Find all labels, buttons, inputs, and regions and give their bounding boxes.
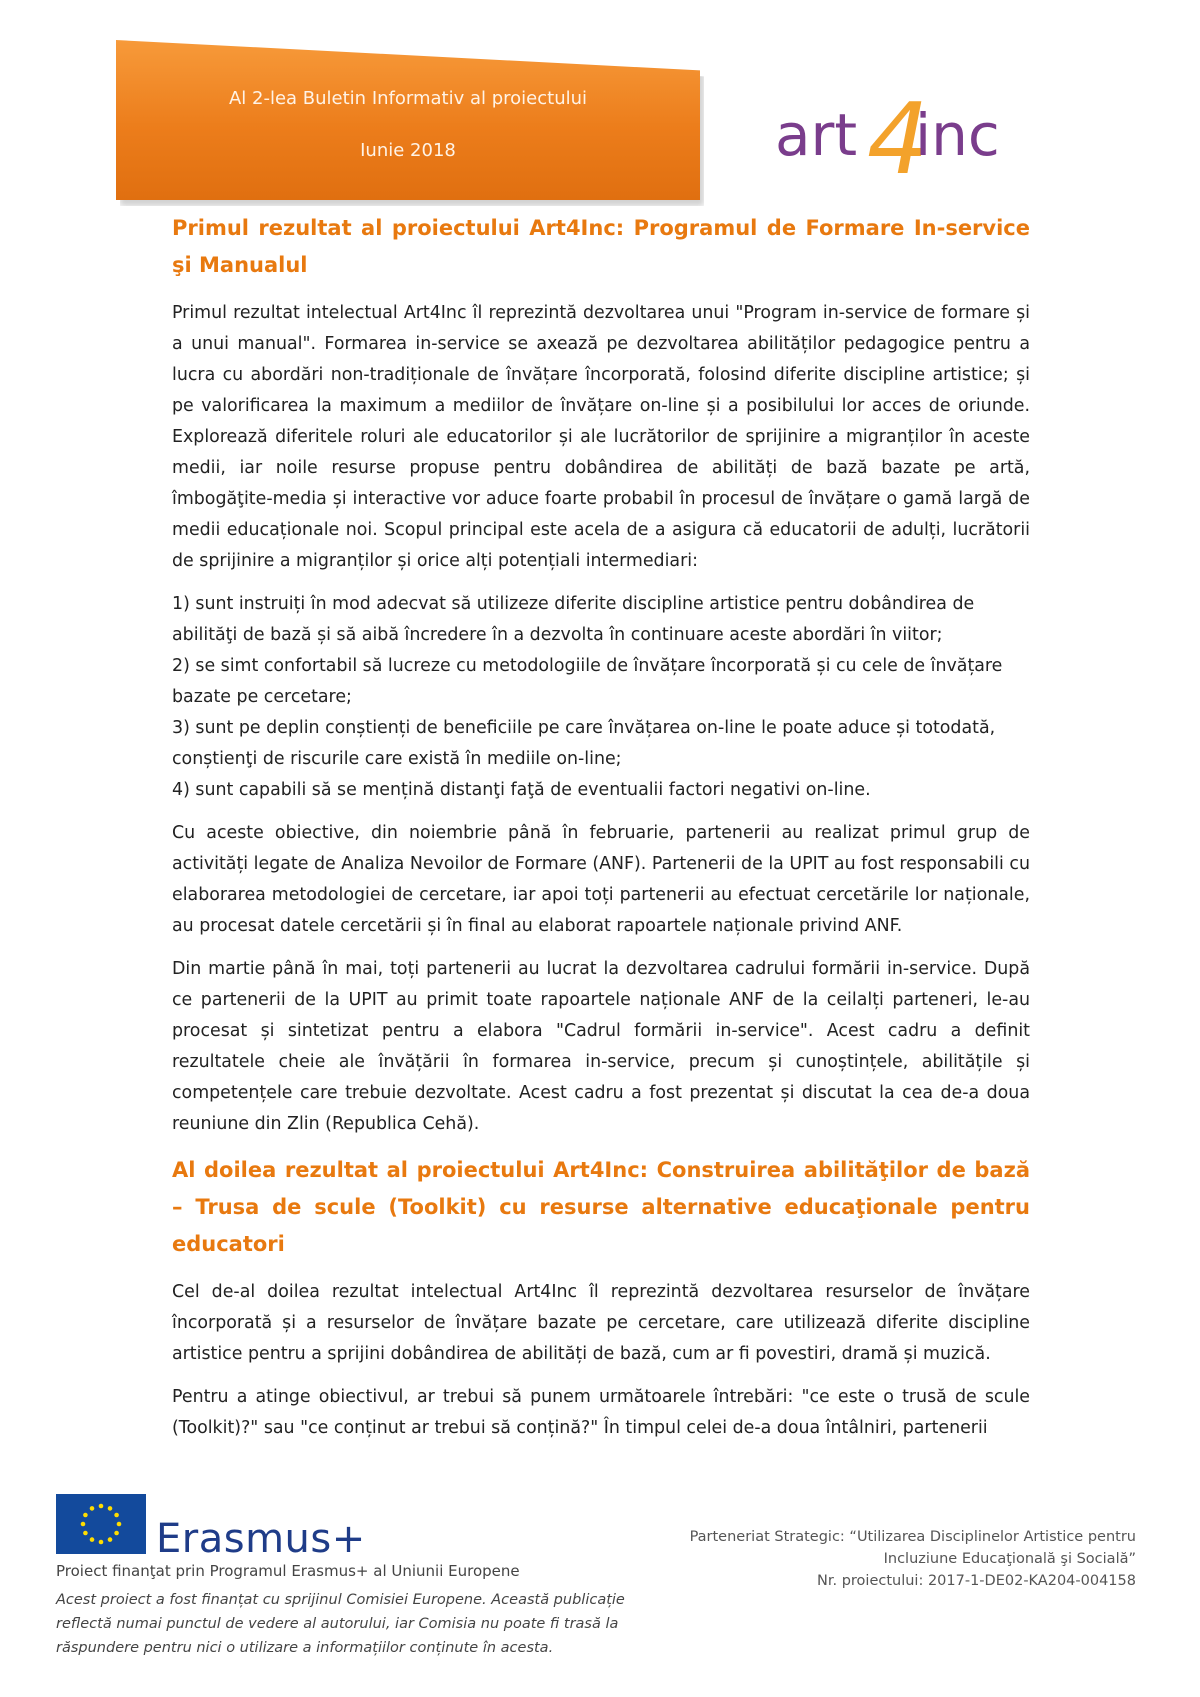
eu-star-icon [83, 1531, 88, 1536]
newsletter-date: Iunie 2018 [360, 140, 456, 161]
section2-paragraph-1: Cel de-al doilea rezultat intelectual Art4Inc îl reprezintă dezvoltarea resurselor de învățare încorporată și a resurselor de învățare bazate pe cercetare, care utilizează diferite discipline artistice pentru a sprijini dobândirea de abilități de bază, cum ar fi povestiri, dramă și muzică. [172, 1282, 1030, 1364]
logo-inc-text: inc [915, 101, 1000, 169]
newsletter-content [172, 210, 1030, 1456]
eu-star-icon [114, 1513, 119, 1518]
list-item: 1) sunt instruiți în mod adecvat să utilizeze diferite discipline artistice pentru dobândirea de abilităţi de bază și să aibă încredere în a dezvolta în continuare aceste abordări în viitor; [172, 594, 975, 645]
eu-star-icon [117, 1522, 122, 1527]
eu-star-icon [90, 1506, 95, 1511]
partnership-line-2: Incluziune Educaţională şi Socială” [883, 1551, 1136, 1567]
list-item: 4) sunt capabili să se mențină distanţi faţă de eventualii factori negativi on-line. [172, 780, 871, 800]
disclaimer-text: Acest proiect a fost finanțat cu sprijinul Comisiei Europene. Această publicație reflectă numai punctul de vedere al autorului, iar Comisia nu poate fi trasă la răspundere pentru nici o utilizare a informațiilor conținute în acesta. [56, 1592, 625, 1656]
eu-star-icon [108, 1537, 113, 1542]
funding-statement: Proiect finanţat prin Programul Erasmus+ al Uniunii Europene [56, 1562, 520, 1580]
footer-partnership [640, 1526, 1136, 1592]
section1-paragraph-2: Cu aceste obiective, din noiembrie până în februarie, partenerii au realizat primul grup de activități legate de Analiza Nevoilor de Formare (ANF). Partenerii de la UPIT au fost responsabili cu elaborarea metodologiei de cercetare, iar apoi toți partenerii au efectuat cercetările lor naționale, au procesat datele cercetării și în final au elaborat rapoartele naționale privind ANF. [172, 823, 1030, 936]
header-banner [116, 40, 700, 200]
eu-star-icon [83, 1513, 88, 1518]
eu-star-icon [99, 1540, 104, 1545]
logo-4-text: 4 [867, 83, 930, 197]
eu-star-icon [99, 1504, 104, 1509]
art4inc-logo [775, 75, 1020, 205]
eu-flag-icon [56, 1494, 146, 1554]
section1-intro: Primul rezultat intelectual Art4Inc îl reprezintă dezvoltarea unui "Program in-service de formare și a unui manual". Formarea in-service se axează pe dezvoltarea abilităților pedagogice pentru a lucra cu abordări non-tradiționale de învățare încorporată, folosind diferite discipline artistice; și pe valorificarea la maximum a mediilor de învățare on-line și a posibilului lor acces de oriunde. Explorează diferitele roluri ale educatorilor și ale lucrătorilor de sprijinire a migranților în aceste medii, iar noile resurse propuse pentru dobândirea de abilități de bază bazate pe artă, îmbogăţite-media și interactive vor aduce foarte probabil în procesul de învățare o gamă largă de medii educaționale noi. Scopul principal este acela de a asigura că educatorii de adulți, lucrătorii de sprijinire a migranților și orice alți potențiali intermediari: [172, 303, 1030, 571]
section2-heading: Al doilea rezultat al proiectului Art4Inc: Construirea abilităţilor de bază – Trusa de scule (Toolkit) cu resurse alternative educaţionale pentru educatori [172, 1158, 1030, 1256]
partnership-line-1: Parteneriat Strategic: “Utilizarea Disciplinelor Artistice pentru [689, 1529, 1136, 1545]
project-number: Nr. proiectului: 2017-1-DE02-KA204-004158 [817, 1573, 1136, 1589]
eu-star-icon [90, 1537, 95, 1542]
list-item: 3) sunt pe deplin conștienți de beneficiile pe care învățarea on-line le poate aduce și totodată, conștienţi de riscurile care există în mediile on-line; [172, 718, 996, 769]
eu-star-icon [108, 1506, 113, 1511]
eu-star-icon [81, 1522, 86, 1527]
objectives-list [172, 589, 1030, 806]
section2-paragraph-2: Pentru a atinge obiectivul, ar trebui să punem următoarele întrebări: "ce este o trusă de scule (Toolkit)?" sau "ce conținut ar trebui să conțină?" În timpul celei de-a doua întâlniri, partenerii [172, 1387, 1030, 1438]
erasmus-plus-logo: Erasmus+ [156, 1516, 366, 1562]
section1-heading: Primul rezultat al proiectului Art4Inc: Programul de Formare In-service şi Manualul [172, 216, 1030, 277]
list-item: 2) se simt confortabil să lucreze cu metodologiile de învățare încorporată și cu cele de învățare bazate pe cercetare; [172, 656, 1003, 707]
section1-paragraph-3: Din martie până în mai, toți partenerii au lucrat la dezvoltarea cadrului formării in-service. După ce partenerii de la UPIT au primit toate rapoartele naționale ANF de la ceilalți parteneri, le-au procesat și sintetizat pentru a elabora "Cadrul formării in-service". Acest cadru a definit rezultatele cheie ale învățării în formarea in-service, precum și cunoștințele, abilitățile și competențele care trebuie dezvoltate. Acest cadru a fost prezentat și discutat la cea de-a doua reuniune din Zlin (Republica Cehă). [172, 959, 1030, 1134]
logo-art-text: art [775, 101, 858, 169]
eu-star-icon [114, 1531, 119, 1536]
newsletter-title: Al 2-lea Buletin Informativ al proiectului [228, 88, 588, 109]
